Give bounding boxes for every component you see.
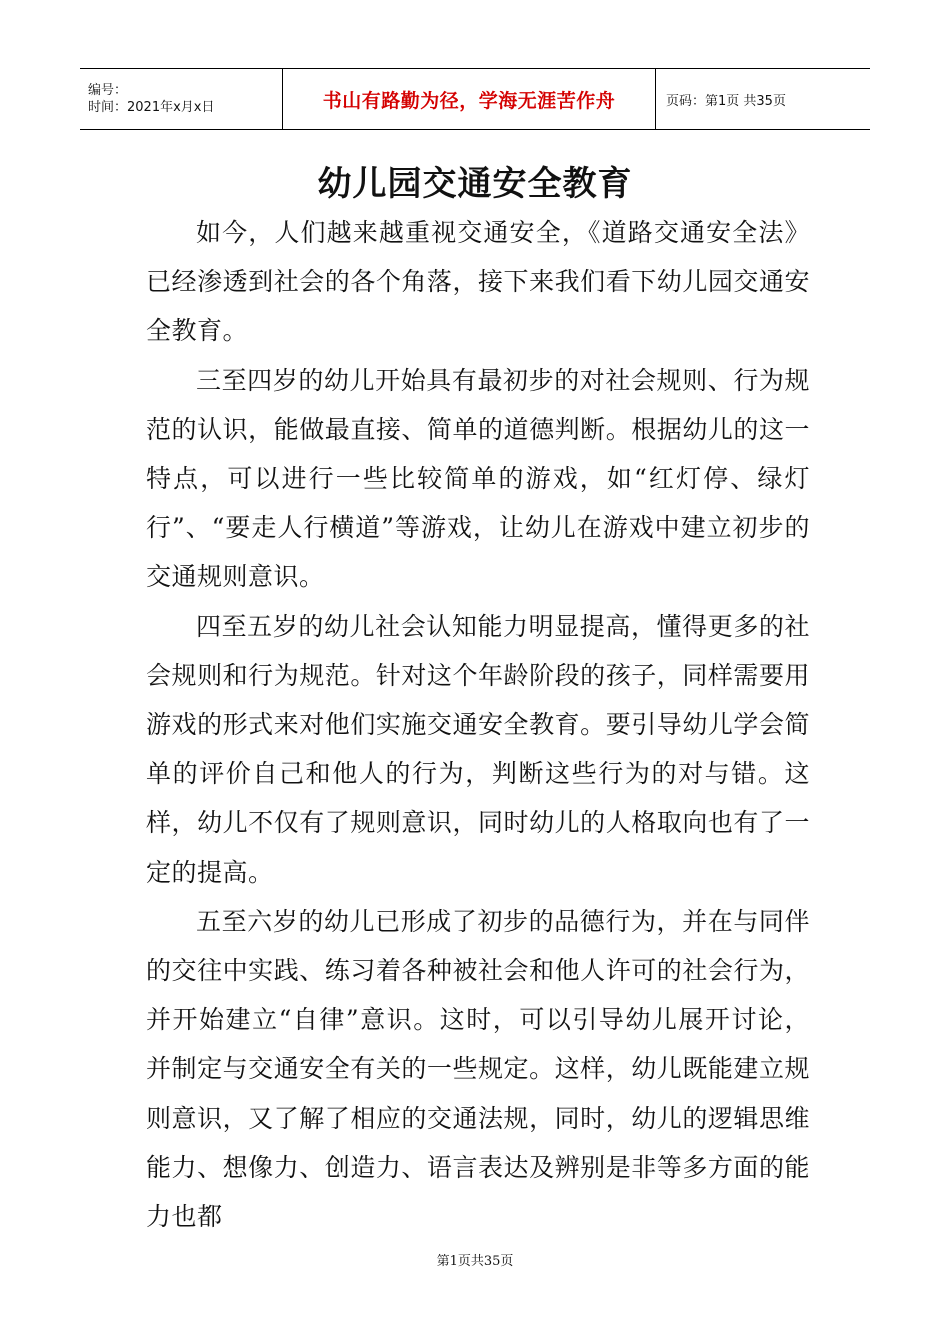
page-info: 页码：第1页 共35页 bbox=[666, 93, 786, 109]
paragraph-age-4-5: 四至五岁的幼儿社会认知能力明显提高，懂得更多的社会规则和行为规范。针对这个年龄阶段的孩子，同样需要用游戏的形式来对他们实施交通安全教育。要引导幼儿学会简单的评价自己和他人的行为，判断这些行为的对与错。这样，幼儿不仅有了规则意识，同时幼儿的人格取向也有了一定的提高。 bbox=[146, 611, 810, 887]
paragraph-age-5-6: 五至六岁的幼儿已形成了初步的品德行为，并在与同伴的交往中实践、练习着各种被社会和他人许可的社会行为，并开始建立“自律”意识。这时，可以引导幼儿展开讨论，并制定与交通安全有关的一些规定。这样，幼儿既能建立规则意识，又了解了相应的交通法规，同时，幼儿的逻辑思维能力、想像力、创造力、语言表达及辨别是非等多方面的能力也都 bbox=[146, 906, 810, 1232]
document-title: 幼儿园交通安全教育 bbox=[317, 164, 633, 204]
document-body bbox=[146, 208, 810, 1241]
page-footer: 第1页共35页 bbox=[436, 1254, 514, 1269]
paragraph-age-3-4: 三至四岁的幼儿开始具有最初步的对社会规则、行为规范的认识，能做最直接、简单的道德判断。根据幼儿的这一特点，可以进行一些比较简单的游戏，如“红灯停、绿灯行”、“要走人行横道”等游戏，让幼儿在游戏中建立初步的交通规则意识。 bbox=[146, 365, 810, 592]
paragraph-intro: 如今，人们越来越重视交通安全，《道路交通安全法》已经渗透到社会的各个角落，接下来我们看下幼儿园交通安全教育。 bbox=[146, 218, 810, 346]
number-label: 编号： bbox=[88, 83, 128, 98]
header-meta bbox=[80, 69, 282, 129]
motto-text: 书山有路勤为径，学海无涯苦作舟 bbox=[322, 89, 616, 112]
header-motto-cell bbox=[282, 69, 656, 129]
time-label: 时间：2021年x月x日 bbox=[88, 100, 215, 115]
document-header bbox=[80, 68, 870, 130]
header-page-cell bbox=[656, 69, 870, 129]
